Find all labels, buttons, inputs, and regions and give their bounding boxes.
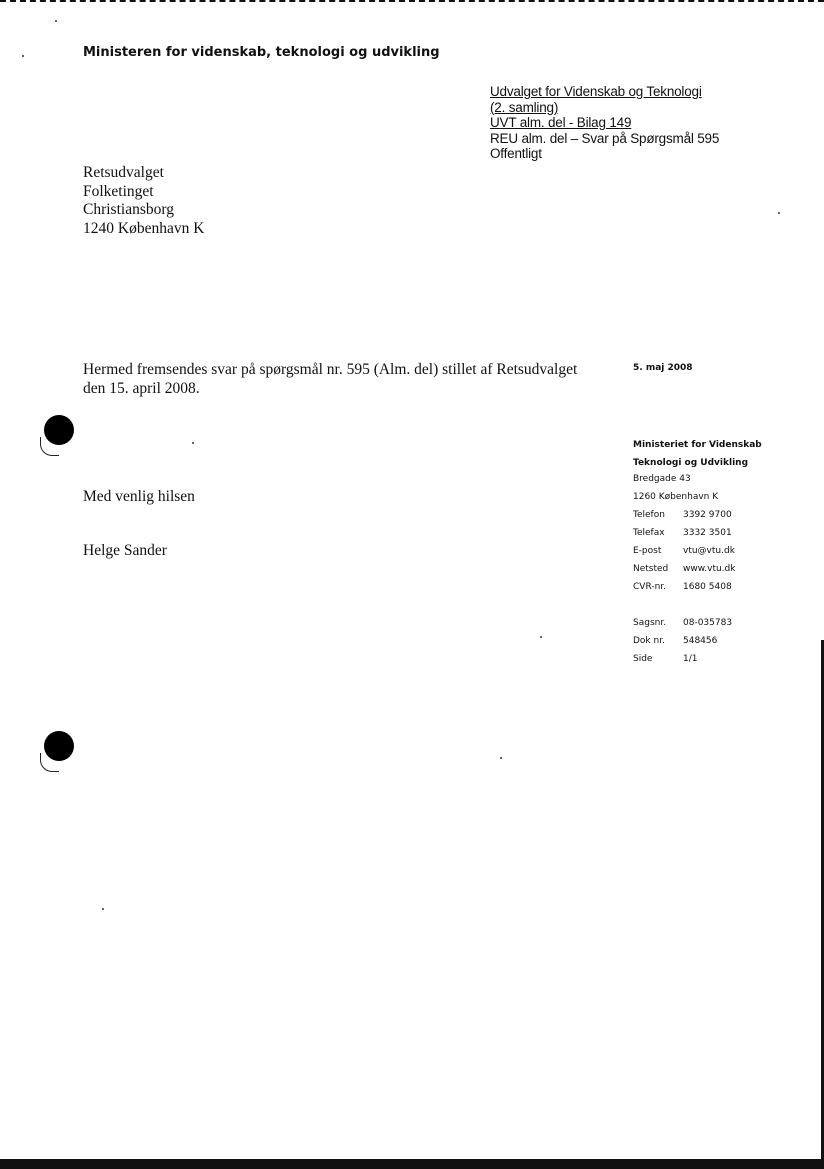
letter-signature: Helge Sander bbox=[83, 542, 167, 559]
reference-appendix: UVT alm. del - Bilag 149 bbox=[490, 115, 632, 130]
case-value: 08-035783 bbox=[683, 618, 733, 628]
recipient-line: 1240 København K bbox=[83, 220, 205, 238]
contact-row bbox=[633, 524, 735, 542]
scan-speck bbox=[500, 757, 502, 759]
contact-row bbox=[633, 506, 735, 524]
contact-value: 3392 9700 bbox=[683, 510, 732, 520]
case-row bbox=[633, 614, 735, 632]
ministry-line: Teknologi og Udvikling bbox=[633, 458, 749, 468]
ministry-contact bbox=[633, 470, 735, 668]
contact-row bbox=[633, 542, 735, 560]
scan-speck bbox=[55, 20, 57, 22]
contact-key: E-post bbox=[633, 546, 662, 556]
scan-speck bbox=[778, 212, 780, 214]
case-value: 548456 bbox=[683, 636, 718, 646]
reference-session: (2. samling) bbox=[490, 99, 559, 115]
contact-row bbox=[633, 578, 735, 596]
ministry-name bbox=[633, 436, 762, 472]
ministry-line: Ministeriet for Videnskab bbox=[633, 440, 762, 450]
case-key: Dok nr. bbox=[633, 636, 665, 646]
contact-row bbox=[633, 560, 735, 578]
letter-date: 5. maj 2008 bbox=[633, 363, 693, 373]
scan-speck bbox=[102, 908, 104, 910]
scan-border-bottom bbox=[0, 1159, 824, 1169]
case-key: Side bbox=[633, 654, 653, 664]
recipient-line: Folketinget bbox=[83, 182, 154, 200]
contact-key: Telefax bbox=[633, 528, 665, 538]
scan-speck bbox=[540, 636, 542, 638]
scan-speck bbox=[192, 442, 194, 444]
recipient-line: Christiansborg bbox=[83, 201, 174, 219]
contact-value: 3332 3501 bbox=[683, 528, 732, 538]
contact-value: vtu@vtu.dk bbox=[683, 546, 735, 556]
scan-border-top bbox=[0, 0, 824, 10]
contact-key: Netsted bbox=[633, 564, 669, 574]
reference-block bbox=[490, 84, 719, 162]
letterhead-title: Ministeren for videnskab, teknologi og udvikling bbox=[83, 45, 440, 60]
punch-hole-edge bbox=[40, 437, 59, 456]
recipient-address bbox=[83, 164, 204, 239]
contact-value: www.vtu.dk bbox=[683, 564, 736, 574]
scan-speck bbox=[22, 55, 24, 57]
reference-question: REU alm. del – Svar på Spørgsmål 595 bbox=[490, 130, 720, 146]
contact-value: 1680 5408 bbox=[683, 582, 732, 592]
case-row bbox=[633, 632, 735, 650]
reference-status: Offentligt bbox=[490, 146, 542, 161]
letter-body: Hermed fremsendes svar på spørgsmål nr. 595 (Alm. del) stillet af Retsudvalget den 15. april 2008. bbox=[83, 361, 578, 397]
reference-committee: Udvalget for Videnskab og Teknologi bbox=[490, 84, 702, 99]
recipient-line: Retsudvalget bbox=[83, 164, 164, 181]
case-row bbox=[633, 650, 735, 668]
address-line: Bredgade 43 bbox=[633, 474, 691, 484]
contact-key: CVR-nr. bbox=[633, 582, 667, 592]
case-key: Sagsnr. bbox=[633, 618, 667, 628]
contact-key: Telefon bbox=[633, 510, 665, 520]
case-value: 1/1 bbox=[683, 654, 698, 664]
letter-greeting: Med venlig hilsen bbox=[83, 488, 195, 505]
punch-hole-edge bbox=[40, 753, 59, 772]
address-line: 1260 København K bbox=[633, 492, 719, 502]
spacer bbox=[633, 596, 735, 614]
